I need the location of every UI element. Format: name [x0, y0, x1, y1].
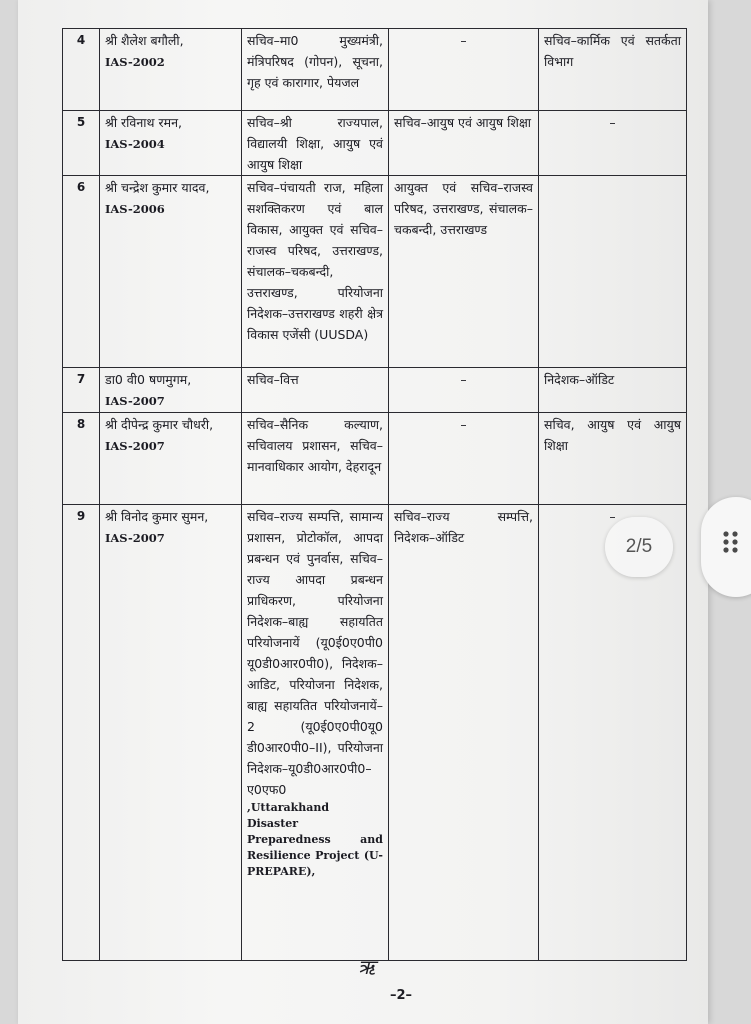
officer-cadre: IAS-2002 [105, 55, 165, 69]
table-row [63, 368, 687, 413]
document-page [18, 0, 708, 1024]
officer-name: श्री रविनाथ रमन, [105, 115, 182, 130]
officer-name: श्री शैलेश बगौली, [105, 33, 184, 48]
table-row [63, 176, 687, 368]
officer-cadre: IAS-2007 [105, 439, 165, 453]
additional-posting: सचिव, आयुष एवं आयुष शिक्षा [539, 413, 687, 505]
officer-cadre: IAS-2007 [105, 531, 165, 545]
retained-posting: आयुक्त एवं सचिव–राजस्व परिषद, उत्तराखण्ड, संचालक–चकबन्दी, उत्तराखण्ड [389, 176, 539, 368]
retained-posting: – [389, 29, 539, 111]
current-posting: सचिव–वित्त [242, 368, 389, 413]
officer-name: डा0 वी0 षणमुगम, [105, 372, 192, 387]
serial-number: 5 [63, 111, 100, 176]
current-posting: सचिव–सैनिक कल्याण, सचिवालय प्रशासन, सचिव–मानवाधिकार आयोग, देहरादून [242, 413, 389, 505]
table-row [63, 505, 687, 961]
serial-number: 8 [63, 413, 100, 505]
retained-posting: सचिव–राज्य सम्पत्ति, निदेशक–ऑडिट [389, 505, 539, 961]
serial-number: 9 [63, 505, 100, 961]
additional-posting: सचिव–कार्मिक एवं सतर्कता विभाग [539, 29, 687, 111]
table-row [63, 29, 687, 111]
officer-cell [100, 176, 242, 368]
retained-posting: – [389, 368, 539, 413]
officer-name: श्री दीपेन्द्र कुमार चौधरी, [105, 417, 214, 432]
serial-number: 6 [63, 176, 100, 368]
current-posting: सचिव–राज्य सम्पत्ति, सामान्य प्रशासन, प्रोटोकॉल, आपदा प्रबन्धन एवं पुनर्वास, सचिव–राज्य आपदा प्रबन्धन प्राधिकरण, परियोजना निदेशक–बाह्य सहायतित परियोजनायें (यू0ई0ए0पी0 यू0डी0आर0पी0), निदेशक–आडिट, परियोजना निदेशक, बाह्य सहायतित परियोजनायें–2 (यू0ई0ए0पी0यू0 डी0आर0पी0–II), परियोजना निदेशक–यू0डी0आर0पी0–ए0एफ0 [247, 509, 383, 797]
page-grid-button[interactable] [701, 497, 751, 597]
officer-cell [100, 368, 242, 413]
transfer-table [62, 28, 687, 961]
current-posting-english: ,Uttarakhand Disaster Preparedness and Resilience Project (U-PREPARE), [247, 801, 383, 878]
officer-cell [100, 505, 242, 961]
serial-number: 7 [63, 368, 100, 413]
table-row [63, 111, 687, 176]
officer-cell [100, 413, 242, 505]
additional-posting: – [539, 111, 687, 176]
retained-posting: – [389, 413, 539, 505]
officer-name: श्री विनोद कुमार सुमन, [105, 509, 209, 524]
current-posting-cell [242, 505, 389, 961]
additional-posting [539, 176, 687, 368]
officer-name: श्री चन्द्रेश कुमार यादव, [105, 180, 210, 195]
current-posting: सचिव–मा0 मुख्यमंत्री, मंत्रिपरिषद (गोपन), सूचना, गृह एवं कारागार, पेयजल [242, 29, 389, 111]
retained-posting: सचिव–आयुष एवं आयुष शिक्षा [389, 111, 539, 176]
serial-number: 4 [63, 29, 100, 111]
officer-cell [100, 29, 242, 111]
additional-posting: – [539, 505, 687, 961]
page-number: –2– [390, 988, 413, 1003]
officer-cadre: IAS-2007 [105, 394, 165, 408]
officer-cell [100, 111, 242, 176]
signature: ऋ [358, 955, 376, 979]
additional-posting: निदेशक–ऑडिट [539, 368, 687, 413]
grid-dots-icon [723, 531, 739, 561]
table-row [63, 413, 687, 505]
page-indicator: 2/5 [605, 517, 673, 577]
current-posting: सचिव–श्री राज्यपाल, विद्यालयी शिक्षा, आयुष एवं आयुष शिक्षा [242, 111, 389, 176]
current-posting: सचिव–पंचायती राज, महिला सशक्तिकरण एवं बाल विकास, आयुक्त एवं सचिव–राजस्व परिषद, उत्तराखण्ड, संचालक–चकबन्दी, उत्तराखण्ड, परियोजना निदेशक–उत्तराखण्ड शहरी क्षेत्र विकास एजेंसी (UUSDA) [242, 176, 389, 368]
officer-cadre: IAS-2006 [105, 202, 165, 216]
officer-cadre: IAS-2004 [105, 137, 165, 151]
